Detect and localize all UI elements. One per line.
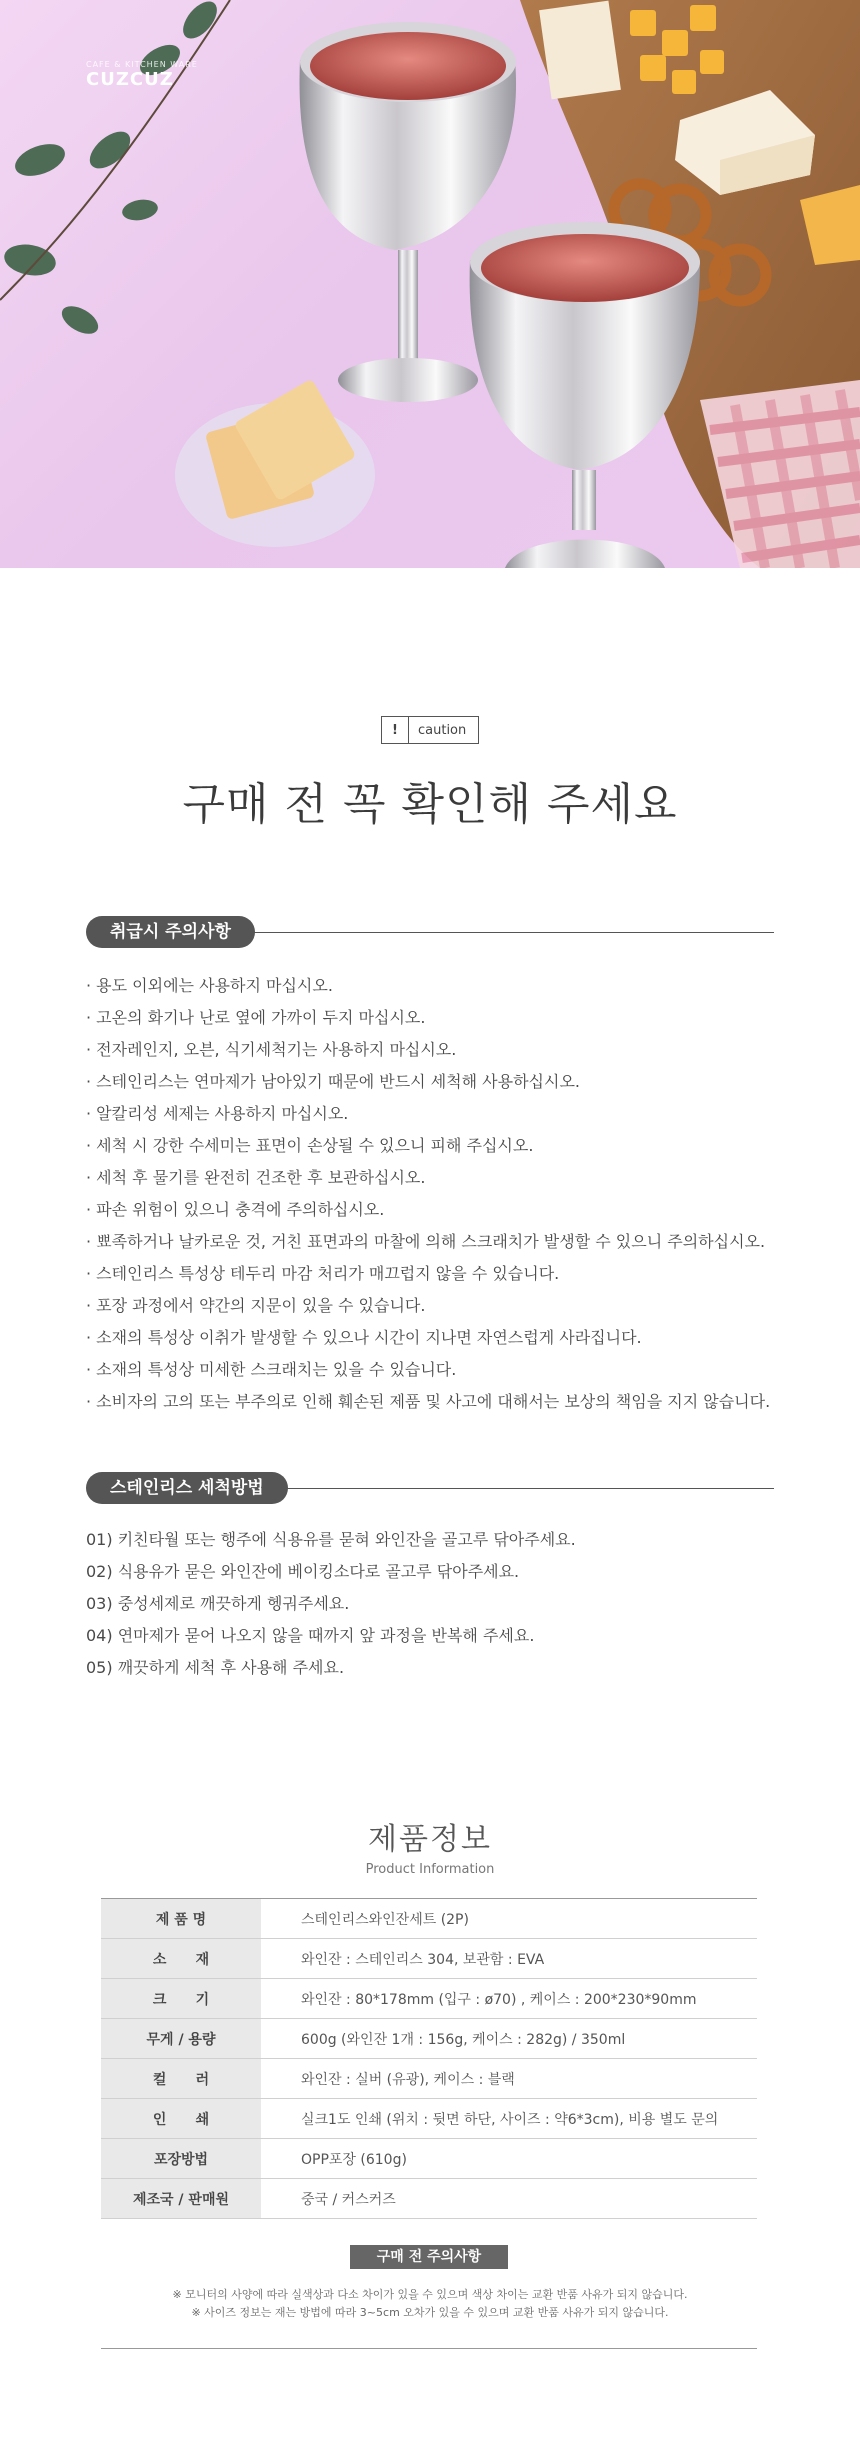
row-key: 포장방법 (101, 2139, 261, 2179)
list-item: · 파손 위험이 있으니 충격에 주의하십시오. (86, 1200, 385, 1219)
row-value: OPP포장 (610g) (261, 2139, 757, 2179)
caution-title: 구매 전 꼭 확인해 주세요 (182, 779, 678, 830)
row-key: 컬 러 (101, 2059, 261, 2099)
list-item: · 뾰족하거나 날카로운 것, 거친 표면과의 마찰에 의해 스크래치가 발생할 수 있으니 주의하십시오. (86, 1232, 766, 1251)
table-row (101, 1979, 757, 2019)
divider-line (266, 1488, 774, 1489)
row-value: 와인잔 : 80*178mm (입구 : ø70) , 케이스 : 200*230*90mm (261, 1979, 757, 2019)
cleaning-heading: 스테인리스 세척방법 (86, 1472, 288, 1504)
list-item: · 포장 과정에서 약간의 지문이 있을 수 있습니다. (86, 1296, 426, 1315)
list-item: 02) 식용유가 묻은 와인잔에 베이킹소다로 골고루 닦아주세요. (86, 1562, 520, 1581)
table-row (101, 1899, 757, 1939)
row-key: 인 쇄 (101, 2099, 261, 2139)
note-line: ※ 모니터의 사양에 따라 실색상과 다소 차이가 있을 수 있으며 색상 차이는 교환 반품 사유가 되지 않습니다. (172, 2288, 688, 2301)
list-item: · 스테인리스는 연마제가 남아있기 때문에 반드시 세척해 사용하십시오. (86, 1072, 580, 1091)
table-row (101, 1939, 757, 1979)
product-info-subtitle: Product Information (365, 1862, 495, 1877)
crackers-plate (175, 379, 375, 547)
caution-label: caution (418, 722, 467, 738)
list-item: 04) 연마제가 묻어 나오지 않을 때까지 앞 과정을 반복해 주세요. (86, 1626, 535, 1645)
divider-line (236, 932, 774, 933)
row-key: 제 품 명 (101, 1899, 261, 1939)
table-row (101, 2019, 757, 2059)
list-item: · 소비자의 고의 또는 부주의로 인해 훼손된 제품 및 사고에 대해서는 보상의 책임을 지지 않습니다. (86, 1392, 771, 1411)
white-cheese (539, 1, 621, 100)
brand-logo (86, 60, 198, 90)
row-value: 실크1도 인쇄 (위치 : 뒷면 하단, 사이즈 : 약6*3cm), 비용 별도 문의 (261, 2099, 757, 2139)
list-item: · 세척 후 물기를 완전히 건조한 후 보관하십시오. (86, 1168, 426, 1187)
row-key: 무게 / 용량 (101, 2019, 261, 2059)
brand-tagline: CAFE & KITCHEN WARE (86, 60, 198, 69)
exclamation-icon: ! (382, 717, 409, 743)
table-row (101, 2179, 757, 2219)
handling-list (86, 970, 770, 1418)
checkered-napkin (700, 380, 860, 568)
row-key: 크 기 (101, 1979, 261, 2019)
table-row (101, 2059, 757, 2099)
row-value: 중국 / 커스커즈 (261, 2179, 757, 2219)
list-item: · 전자레인지, 오븐, 식기세척기는 사용하지 마십시오. (86, 1040, 457, 1059)
product-info-table (101, 1898, 757, 2219)
row-value: 스테인리스와인잔세트 (2P) (261, 1899, 757, 1939)
bottom-divider (101, 2348, 757, 2349)
list-item: 05) 깨끗하게 세척 후 사용해 주세요. (86, 1658, 345, 1677)
cleaning-section-header (86, 1472, 774, 1504)
row-value: 와인잔 : 스테인리스 304, 보관함 : EVA (261, 1939, 757, 1979)
cleaning-list (86, 1524, 576, 1684)
purchase-notes (0, 2286, 860, 2322)
handling-heading: 취급시 주의사항 (86, 916, 255, 948)
eucalyptus-leaves (0, 0, 230, 340)
caution-tag (381, 716, 479, 744)
list-item: · 소재의 특성상 이취가 발생할 수 있으나 시간이 지나면 자연스럽게 사라집니다. (86, 1328, 642, 1347)
table-row (101, 2139, 757, 2179)
row-value: 와인잔 : 실버 (유광), 케이스 : 블랙 (261, 2059, 757, 2099)
row-key: 소 재 (101, 1939, 261, 1979)
list-item: · 용도 이외에는 사용하지 마십시오. (86, 976, 333, 995)
product-info-title: 제품정보 (368, 1822, 492, 1857)
list-item: · 소재의 특성상 미세한 스크래치는 있을 수 있습니다. (86, 1360, 457, 1379)
list-item: 03) 중성세제로 깨끗하게 헹궈주세요. (86, 1594, 350, 1613)
list-item: · 고온의 화기나 난로 옆에 가까이 두지 마십시오. (86, 1008, 426, 1027)
hero-photo (0, 0, 860, 568)
note-line: ※ 사이즈 정보는 재는 방법에 따라 3~5cm 오차가 있을 수 있으며 교환 반품 사유가 되지 않습니다. (191, 2306, 669, 2319)
table-row (101, 2099, 757, 2139)
purchase-notice-label: 구매 전 주의사항 (350, 2245, 508, 2269)
row-value: 600g (와인잔 1개 : 156g, 케이스 : 282g) / 350ml (261, 2019, 757, 2059)
list-item: · 스테인리스 특성상 테두리 마감 처리가 매끄럽지 않을 수 있습니다. (86, 1264, 560, 1283)
list-item: · 세척 시 강한 수세미는 표면이 손상될 수 있으니 피해 주십시오. (86, 1136, 534, 1155)
list-item: 01) 키친타월 또는 행주에 식용유를 묻혀 와인잔을 골고루 닦아주세요. (86, 1530, 576, 1549)
row-key: 제조국 / 판매원 (101, 2179, 261, 2219)
wine-glass-right (470, 222, 700, 568)
handling-section-header (86, 916, 774, 948)
list-item: · 알칼리성 세제는 사용하지 마십시오. (86, 1104, 349, 1123)
brand-name: CUZCUZ (86, 69, 174, 90)
